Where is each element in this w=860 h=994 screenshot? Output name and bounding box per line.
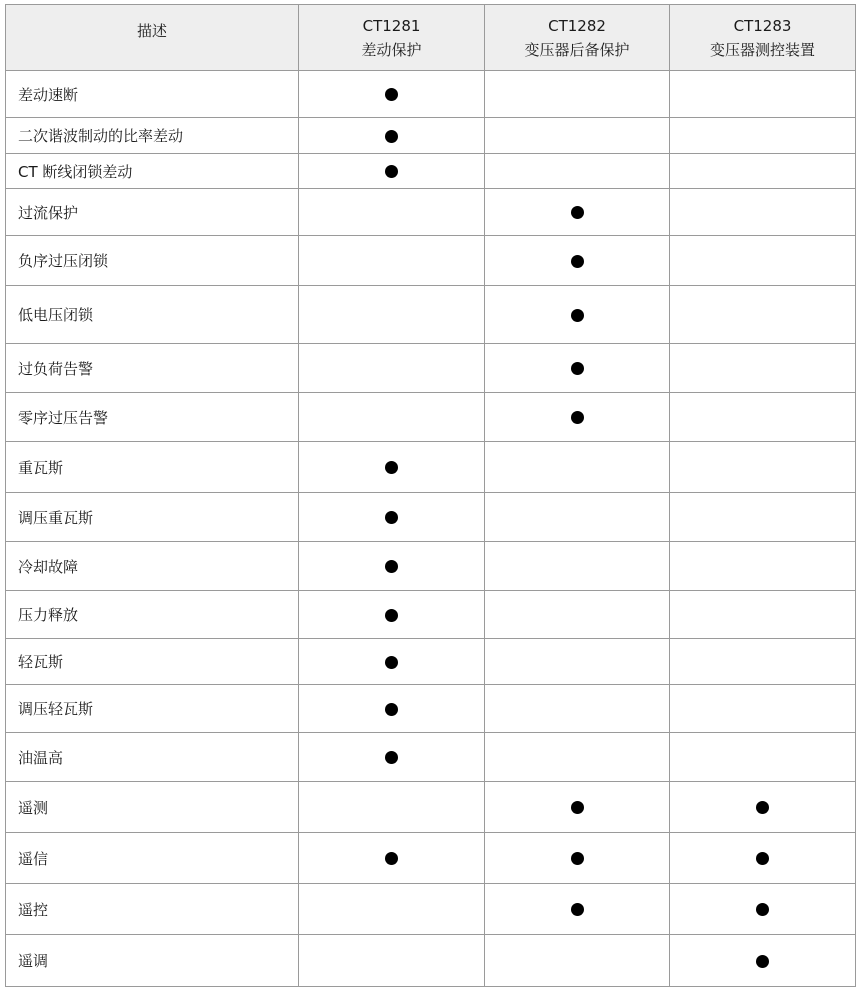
support-cell xyxy=(485,442,670,493)
support-cell xyxy=(670,344,856,393)
support-cell xyxy=(485,236,670,286)
support-cell xyxy=(299,542,485,591)
support-cell xyxy=(485,685,670,733)
filled-dot-icon xyxy=(385,130,398,143)
support-cell xyxy=(670,833,856,884)
support-cell xyxy=(670,493,856,542)
support-cell xyxy=(670,118,856,154)
filled-dot-icon xyxy=(385,703,398,716)
support-cell xyxy=(485,884,670,935)
support-cell xyxy=(485,71,670,118)
table-row xyxy=(6,118,856,154)
support-cell xyxy=(485,935,670,987)
support-cell xyxy=(299,71,485,118)
function-label: CT 断线闭锁差动 xyxy=(6,154,299,189)
support-cell xyxy=(485,154,670,189)
table-row xyxy=(6,442,856,493)
support-cell xyxy=(299,118,485,154)
function-label: 负序过压闭锁 xyxy=(6,236,299,286)
support-cell xyxy=(485,591,670,639)
support-cell xyxy=(299,884,485,935)
model-code: CT1282 xyxy=(548,16,606,35)
support-cell xyxy=(485,286,670,344)
support-cell xyxy=(670,71,856,118)
support-cell xyxy=(670,733,856,782)
support-cell xyxy=(670,935,856,987)
support-cell xyxy=(299,685,485,733)
filled-dot-icon xyxy=(571,255,584,268)
function-label: 遥调 xyxy=(6,935,299,987)
support-cell xyxy=(485,639,670,685)
filled-dot-icon xyxy=(385,560,398,573)
table-row xyxy=(6,884,856,935)
function-label: 油温高 xyxy=(6,733,299,782)
support-cell xyxy=(485,542,670,591)
support-cell xyxy=(299,344,485,393)
function-label: 调压轻瓦斯 xyxy=(6,685,299,733)
table-row xyxy=(6,685,856,733)
column-header-ct1281 xyxy=(299,5,485,71)
support-cell xyxy=(299,782,485,833)
table-row xyxy=(6,935,856,987)
support-cell xyxy=(485,393,670,442)
filled-dot-icon xyxy=(571,852,584,865)
function-label: 低电压闭锁 xyxy=(6,286,299,344)
model-code: CT1281 xyxy=(362,16,421,35)
support-cell xyxy=(299,154,485,189)
function-label: 调压重瓦斯 xyxy=(6,493,299,542)
support-cell xyxy=(485,782,670,833)
filled-dot-icon xyxy=(571,801,584,814)
table-row xyxy=(6,639,856,685)
function-label: 二次谐波制动的比率差动 xyxy=(6,118,299,154)
table-row xyxy=(6,154,856,189)
function-label: 过流保护 xyxy=(6,189,299,236)
model-code: CT1283 xyxy=(733,16,792,35)
column-header-ct1282 xyxy=(485,5,670,71)
support-cell xyxy=(299,189,485,236)
model-name: 变压器测控装置 xyxy=(709,40,815,59)
support-cell xyxy=(670,685,856,733)
support-cell xyxy=(299,639,485,685)
support-cell xyxy=(485,118,670,154)
support-cell xyxy=(299,493,485,542)
table-row xyxy=(6,71,856,118)
filled-dot-icon xyxy=(756,955,769,968)
table-row xyxy=(6,189,856,236)
table-body xyxy=(6,71,856,987)
support-cell xyxy=(670,442,856,493)
filled-dot-icon xyxy=(756,903,769,916)
support-cell xyxy=(670,393,856,442)
support-cell xyxy=(670,154,856,189)
support-cell xyxy=(670,591,856,639)
table-row xyxy=(6,542,856,591)
table-row xyxy=(6,286,856,344)
filled-dot-icon xyxy=(571,362,584,375)
support-cell xyxy=(485,344,670,393)
support-cell xyxy=(299,236,485,286)
filled-dot-icon xyxy=(571,903,584,916)
filled-dot-icon xyxy=(571,309,584,322)
support-cell xyxy=(485,733,670,782)
filled-dot-icon xyxy=(571,206,584,219)
filled-dot-icon xyxy=(385,751,398,764)
support-cell xyxy=(299,935,485,987)
function-label: 遥测 xyxy=(6,782,299,833)
model-name: 变压器后备保护 xyxy=(524,40,630,59)
filled-dot-icon xyxy=(385,609,398,622)
function-label: 冷却故障 xyxy=(6,542,299,591)
column-header-ct1283 xyxy=(670,5,856,71)
table-row xyxy=(6,393,856,442)
table-row xyxy=(6,493,856,542)
filled-dot-icon xyxy=(756,801,769,814)
support-cell xyxy=(299,591,485,639)
support-cell xyxy=(299,286,485,344)
table-row xyxy=(6,833,856,884)
filled-dot-icon xyxy=(385,88,398,101)
filled-dot-icon xyxy=(756,852,769,865)
function-label: 差动速断 xyxy=(6,71,299,118)
support-cell xyxy=(670,782,856,833)
support-cell xyxy=(299,833,485,884)
function-label: 轻瓦斯 xyxy=(6,639,299,685)
support-cell xyxy=(299,393,485,442)
table-row xyxy=(6,782,856,833)
table-row xyxy=(6,236,856,286)
support-cell xyxy=(670,236,856,286)
support-cell xyxy=(670,189,856,236)
support-cell xyxy=(485,493,670,542)
filled-dot-icon xyxy=(571,411,584,424)
support-cell xyxy=(670,286,856,344)
function-label: 重瓦斯 xyxy=(6,442,299,493)
support-cell xyxy=(485,833,670,884)
function-label: 压力释放 xyxy=(6,591,299,639)
table-row xyxy=(6,344,856,393)
table-row xyxy=(6,733,856,782)
support-cell xyxy=(299,442,485,493)
function-label: 过负荷告警 xyxy=(6,344,299,393)
support-cell xyxy=(670,542,856,591)
filled-dot-icon xyxy=(385,852,398,865)
header-row xyxy=(6,5,856,71)
function-label: 遥控 xyxy=(6,884,299,935)
filled-dot-icon xyxy=(385,165,398,178)
filled-dot-icon xyxy=(385,511,398,524)
function-comparison-table xyxy=(5,4,856,987)
support-cell xyxy=(670,639,856,685)
table-row xyxy=(6,591,856,639)
model-name: 差动保护 xyxy=(361,40,422,59)
function-label: 零序过压告警 xyxy=(6,393,299,442)
support-cell xyxy=(670,884,856,935)
filled-dot-icon xyxy=(385,656,398,669)
column-header-description: 描述 xyxy=(6,5,299,71)
support-cell xyxy=(485,189,670,236)
filled-dot-icon xyxy=(385,461,398,474)
function-label: 遥信 xyxy=(6,833,299,884)
support-cell xyxy=(299,733,485,782)
